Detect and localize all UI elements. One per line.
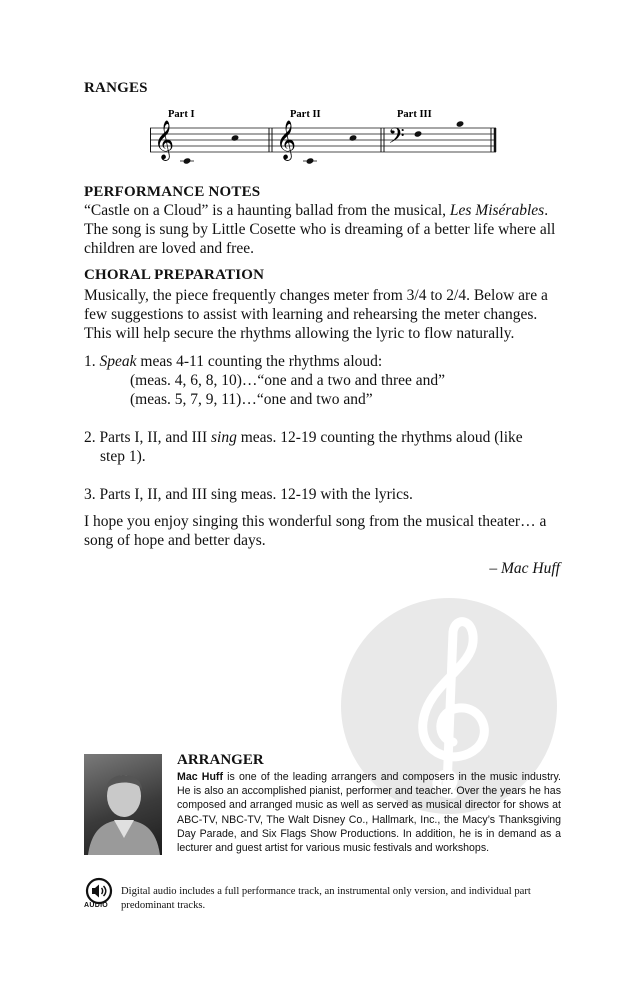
arranger-name: Mac Huff — [177, 771, 223, 783]
step-1-line-a: (meas. 4, 6, 8, 10)…“one and a two and three and” — [130, 372, 446, 389]
closing-text: I hope you enjoy singing this wonderful song from the musical theater… a song of hope and better days. — [84, 513, 547, 549]
arranger-photo — [84, 754, 162, 855]
part-label-3: Part III — [397, 109, 432, 120]
step-2: 2. Parts I, II, and III sing meas. 12-19 counting the rhythms aloud (like step 1). — [84, 429, 523, 465]
ranges-staff — [150, 104, 500, 166]
musical-title: Les Misérables — [449, 202, 545, 219]
performance-notes-text: “Castle on a Cloud” is a haunting ballad from the musical, Les Misérables. The song is sung by Little Cosette who is dreaming of a better life where all children are loved and free. — [84, 202, 556, 257]
performance-notes-heading: PERFORMANCE NOTES — [84, 184, 261, 200]
arranger-bio: Mac Huff is one of the leading arrangers and composers in the music industry. He is also an accomplished pianist, performer and teacher. Over the years he has composed and arranged music as well as served as musical director for shows at ABC-TV, NBC-TV, The Walt Disney Co., Hallmark, Inc., the Macy’s Thanksgiving Day Parade, and Six Flags Show Productions. In addition, he is in demand as a lecturer and guest artist for various music festivals and workshops. — [177, 771, 561, 855]
note-head — [306, 157, 315, 164]
step-1: 1. Speak meas 4-11 counting the rhythms aloud: (meas. 4, 6, 8, 10)…“one and a two and three and” (meas. 5, 7, 9, 11)…“one and two and” — [84, 352, 562, 409]
part-label-1: Part I — [168, 109, 195, 120]
audio-description: Digital audio includes a full performance track, an instrumental only version, and individual part predominant tracks. — [121, 886, 531, 911]
treble-clef-icon: 𝄞 — [276, 120, 297, 160]
choral-preparation-text: Musically, the piece frequently changes meter from 3/4 to 2/4. Below are a few suggestions to assist with learning and rehearsing the meter changes. This will help secure the rhythms allowing the lyric to flow naturally. — [84, 287, 548, 342]
choral-preparation-heading: CHORAL PREPARATION — [84, 267, 265, 283]
part-label-2: Part II — [290, 109, 321, 120]
note-head — [231, 134, 240, 141]
step-3: 3. Parts I, II, and III sing meas. 12-19 with the lyrics. — [84, 486, 413, 503]
note-head — [183, 157, 192, 164]
audio-label: AUDIO — [84, 902, 109, 909]
rehearsal-steps — [84, 352, 562, 523]
arranger-heading: ARRANGER — [177, 752, 264, 768]
bass-clef-icon: 𝄢 — [388, 124, 405, 154]
treble-clef-icon: 𝄞 — [154, 120, 175, 160]
signoff: – Mac Huff — [489, 560, 560, 577]
note-head — [349, 134, 358, 141]
staff-lines — [150, 128, 496, 152]
note-head — [456, 120, 465, 127]
note-head — [414, 130, 423, 137]
ranges-heading: RANGES — [84, 80, 148, 96]
step-1-line-b: (meas. 5, 7, 9, 11)…“one and two and” — [130, 391, 373, 408]
